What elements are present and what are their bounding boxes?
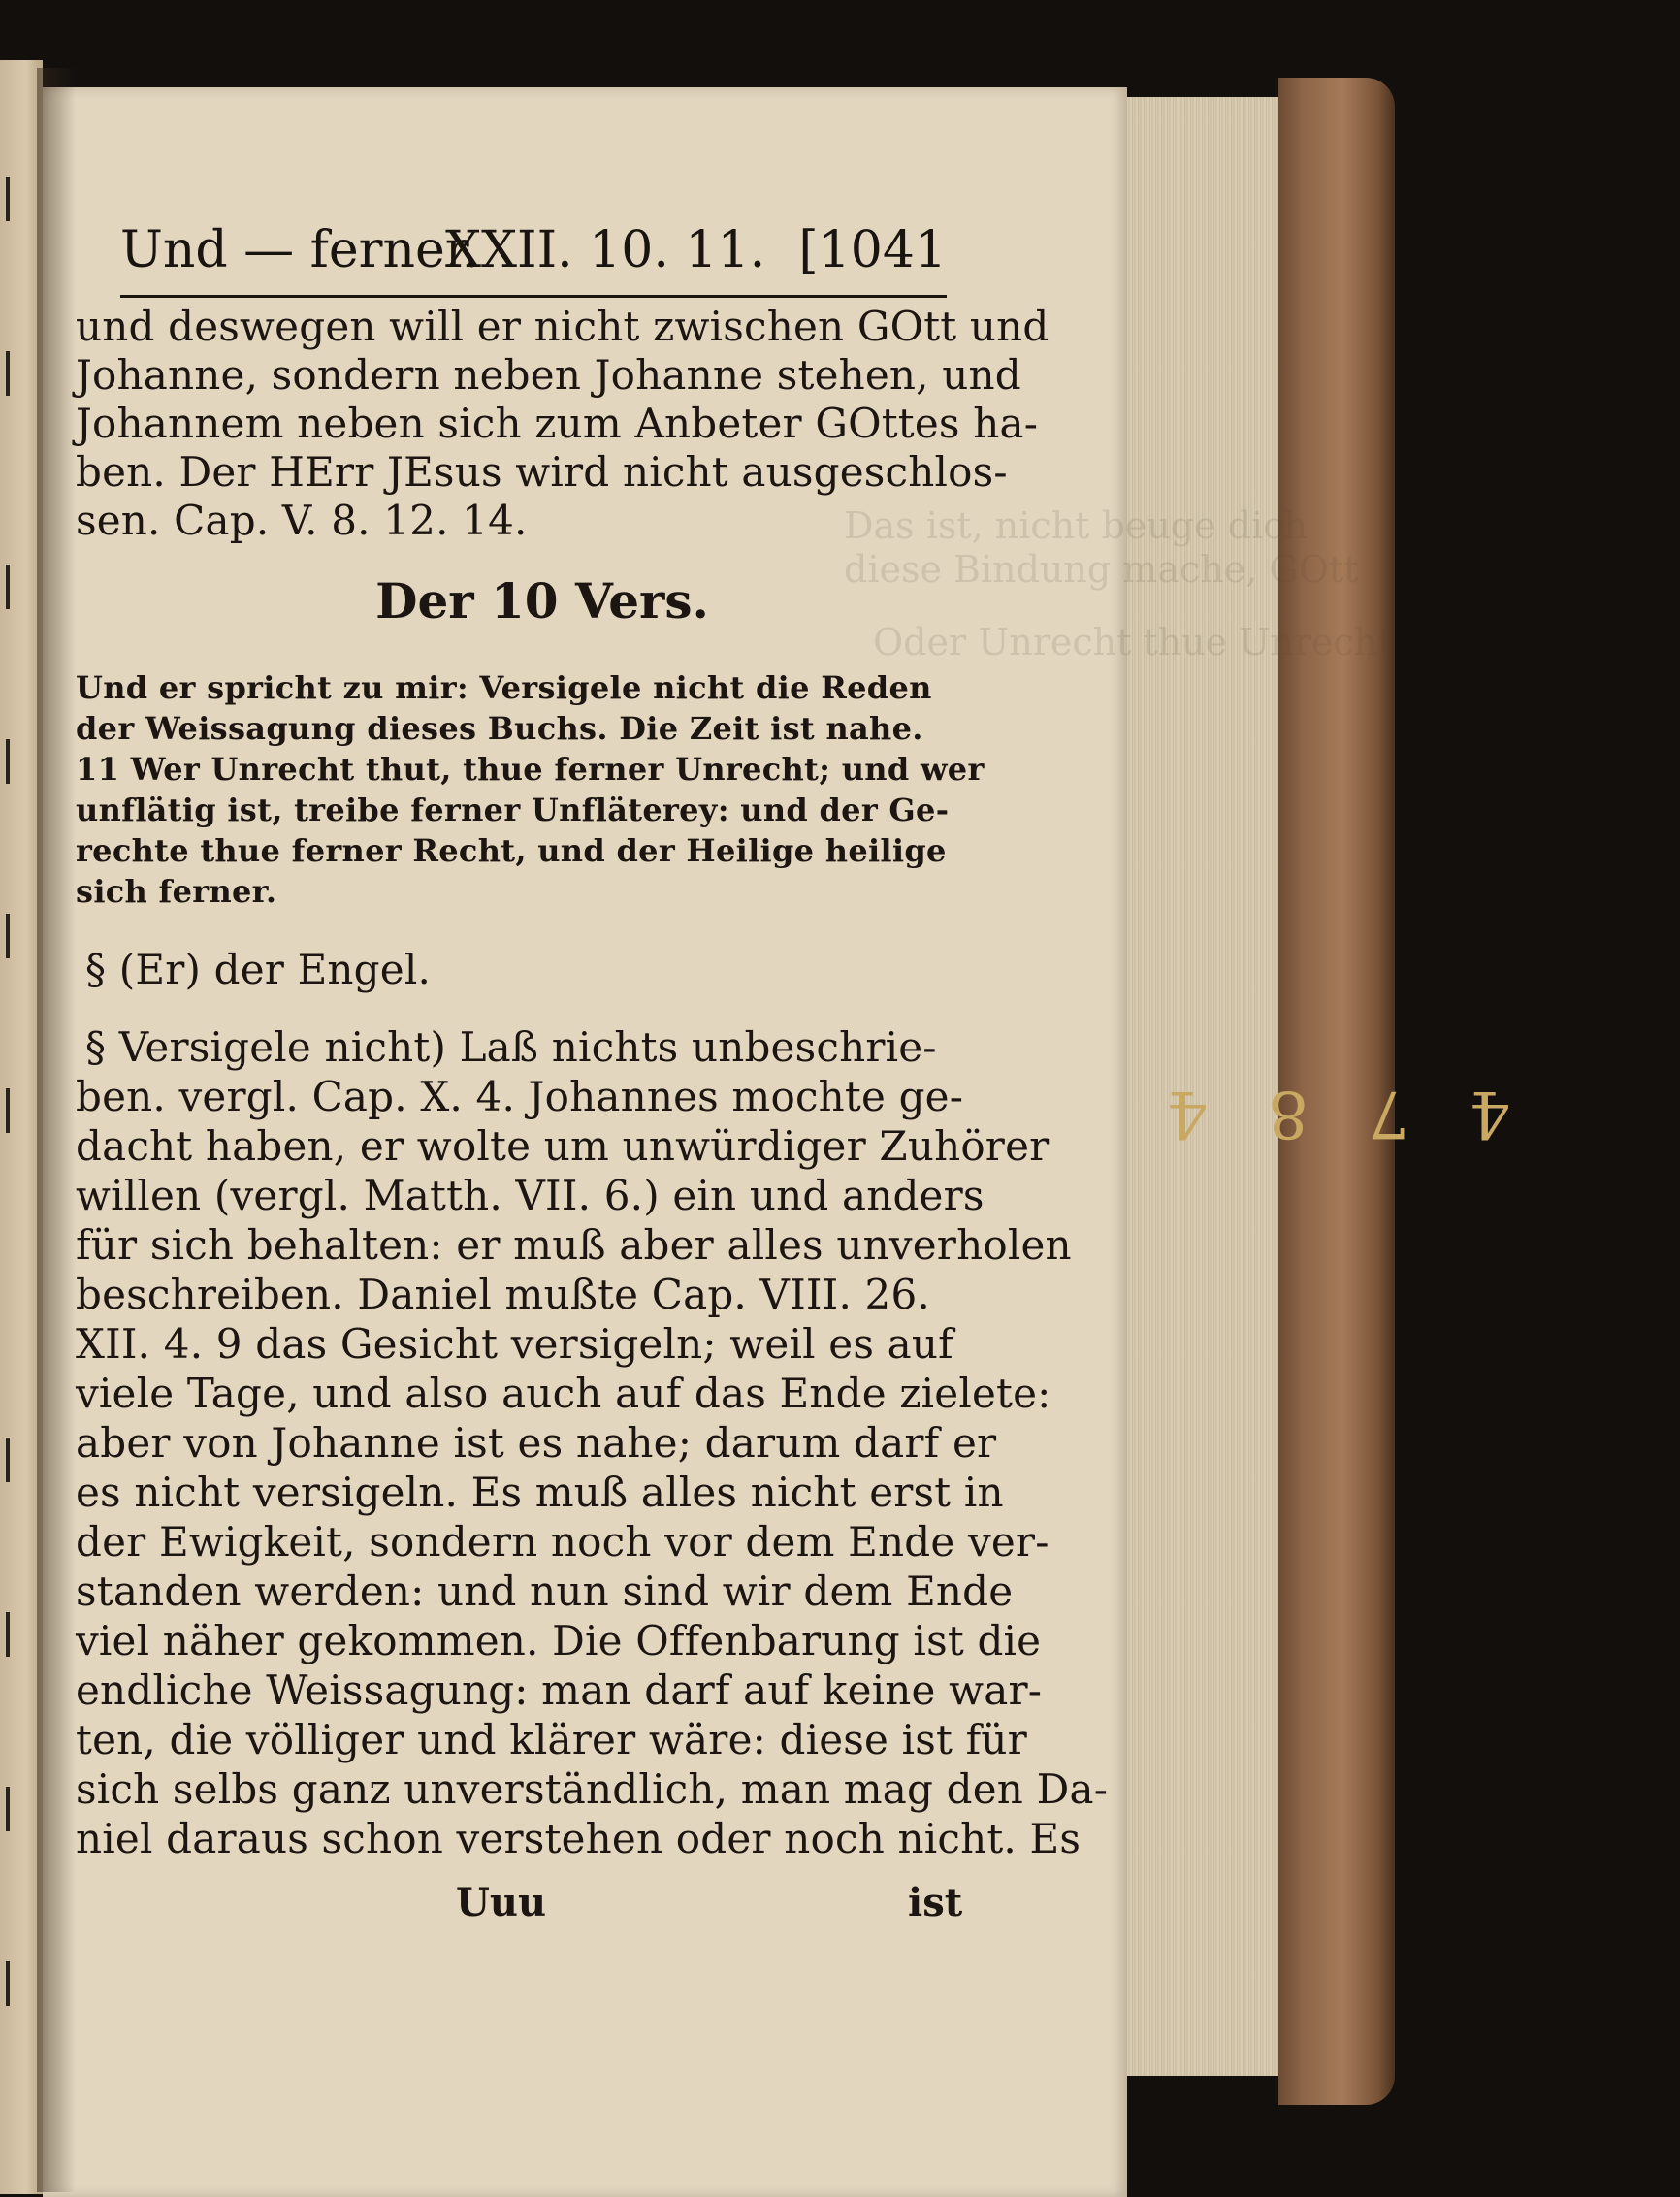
page-number: [1041 (798, 221, 947, 279)
commentary-line: standen werden: und nun sind wir dem Ende (76, 1567, 1014, 1615)
commentary-line: § Versigele nicht) Laß nichts unbeschrie- (85, 1023, 937, 1071)
spine-digit: 4 (1167, 1077, 1208, 1151)
text-line: und deswegen will er nicht zwischen GOtt und (76, 303, 1050, 350)
spine-label-text (1137, 1060, 1540, 1167)
header-reference: XXII. 10. 11. (445, 221, 766, 279)
header-rule (120, 295, 947, 298)
text-line: Johannem neben sich zum Anbeter GOttes ha- (76, 400, 1039, 447)
commentary-line: XII. 4. 9 das Gesicht versigeln; weil es auf (76, 1320, 953, 1368)
commentary-line: es nicht versigeln. Es muß alles nicht erst in (76, 1469, 1004, 1516)
verse-line: 11 Wer Unrecht thut, thue ferner Unrecht; und wer (76, 751, 985, 788)
verse-line: unflätig ist, treibe ferner Unfläterey: und der Ge- (76, 792, 950, 828)
show-through: Oder Unrecht thue Unrecht (873, 621, 1393, 663)
verse-line: der Weissagung dieses Buchs. Die Zeit ist nahe. (76, 710, 923, 747)
commentary-line: der Ewigkeit, sondern noch vor dem Ende ver- (76, 1518, 1050, 1566)
show-through: Das ist, nicht beuge dich (844, 504, 1308, 547)
note-line: § (Er) der Engel. (85, 946, 432, 993)
spine-label (1167, 912, 1510, 1315)
verse-line: Und er spricht zu mir: Versigele nicht die Reden (76, 669, 932, 706)
commentary-line: aber von Johanne ist es nahe; darum darf er (76, 1419, 997, 1467)
text-line: ben. Der HErr JEsus wird nicht ausgeschlos- (76, 448, 1008, 496)
facing-page-mark (6, 1787, 10, 1831)
commentary-line: beschreiben. Daniel mußte Cap. VIII. 26. (76, 1271, 930, 1318)
verse-line: sich ferner. (76, 873, 277, 910)
spine-digit: 4 (1470, 1077, 1510, 1151)
header-catch: Und — ferner. (120, 221, 480, 279)
facing-page-mark (6, 1088, 10, 1133)
commentary-line: viel näher gekommen. Die Offenbarung ist die (76, 1617, 1042, 1664)
facing-page-mark (6, 351, 10, 396)
commentary-line: willen (vergl. Matth. VII. 6.) ein und anders (76, 1172, 985, 1219)
commentary-line: viele Tage, und also auch auf das Ende zielete: (76, 1370, 1051, 1417)
text-line: Johanne, sondern neben Johanne stehen, und (76, 351, 1021, 399)
facing-page-mark (6, 1612, 10, 1657)
catchword: ist (908, 1880, 963, 1925)
commentary-line: dacht haben, er wolte um unwürdiger Zuhörer (76, 1122, 1050, 1170)
verse-line: rechte thue ferner Recht, und der Heilige heilige (76, 832, 947, 869)
show-through: diese Bindung mache, GOtt (844, 548, 1359, 591)
signature-mark: Uuu (456, 1880, 547, 1925)
commentary-line: niel daraus schon verstehen oder noch nicht. Es (76, 1815, 1082, 1862)
verse-heading: Der 10 Vers. (375, 572, 709, 630)
spine-digit: 7 (1369, 1077, 1409, 1151)
facing-page-mark (6, 1438, 10, 1482)
spine-digit: 8 (1268, 1077, 1308, 1151)
facing-page-mark (6, 177, 10, 221)
commentary-line: ten, die völliger und klärer wäre: diese ist für (76, 1716, 1027, 1763)
facing-page-mark (6, 914, 10, 958)
commentary-line: für sich behalten: er muß aber alles unverholen (76, 1221, 1072, 1269)
commentary-line: endliche Weissagung: man darf auf keine war- (76, 1666, 1043, 1714)
facing-page-mark (6, 1961, 10, 2006)
running-header (120, 221, 947, 291)
commentary-line: sich selbs ganz unverständlich, man mag den Da- (76, 1765, 1109, 1813)
gutter-shadow (37, 68, 76, 2192)
facing-page-mark (6, 739, 10, 784)
text-line: sen. Cap. V. 8. 12. 14. (76, 497, 528, 544)
commentary-line: ben. vergl. Cap. X. 4. Johannes mochte ge- (76, 1073, 964, 1120)
